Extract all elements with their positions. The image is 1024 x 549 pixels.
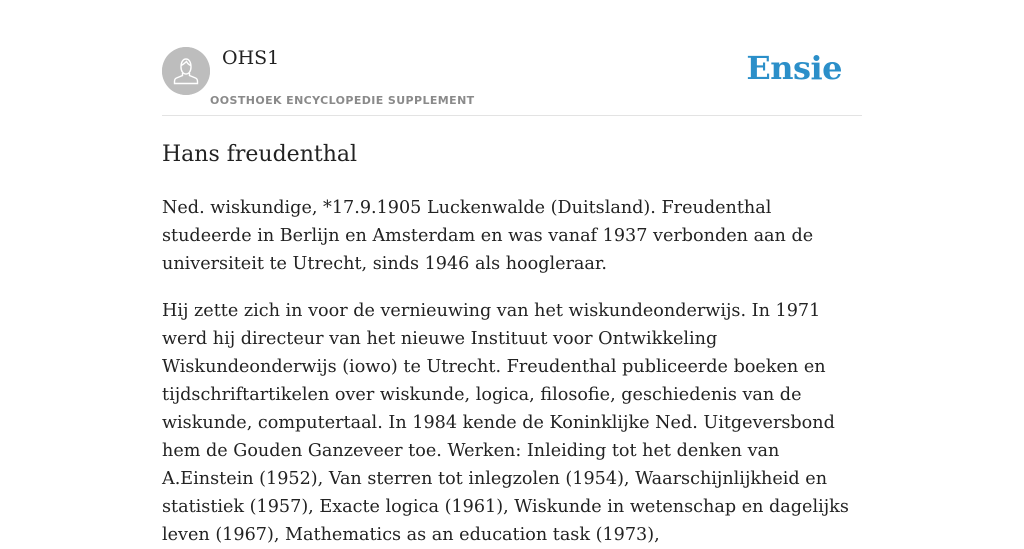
username-link[interactable]: OHS1 (222, 47, 280, 69)
user-avatar[interactable] (162, 47, 210, 95)
article-paragraph-2: Hij zette zich in voor de vernieuwing van het wiskundeonderwijs. In 1971 werd hij directeur van het nieuwe Instituut voor Ontwikkeling Wiskundeonderwijs (iowo) te Utrecht. Freudenthal publiceerde boeken en tijdschriftartikelen over wiskunde, logica, filosofie, geschiedenis van de wiskunde, computertaal. In 1984 kende de Koninklijke Ned. Uitgeversbond hem de Gouden Ganzeveer toe. Werken: Inleiding tot het denken van A.Einstein (1952), Van sterren tot inlegzolen (1954), Waarschijnlijkheid en statistiek (1957), Exacte logica (1961), Wiskunde in wetenschap en dagelijks leven (1967), Mathematics as an education task (1973), (162, 301, 849, 545)
user-silhouette-icon (162, 47, 210, 95)
article-title: Hans freudenthal (162, 142, 358, 167)
article-paragraph-1: Ned. wiskundige, *17.9.1905 Luckenwalde (Duitsland). Freudenthal studeerde in Berlijn en Amsterdam en was vanaf 1937 verbonden aan de universiteit te Utrecht, sinds 1946 als hoogleraar. (162, 198, 814, 274)
article-header (162, 0, 862, 116)
source-label: OOSTHOEK ENCYCLOPEDIE SUPPLEMENT (210, 94, 475, 107)
content-container (162, 0, 862, 549)
site-logo[interactable]: Ensie (746, 49, 842, 87)
